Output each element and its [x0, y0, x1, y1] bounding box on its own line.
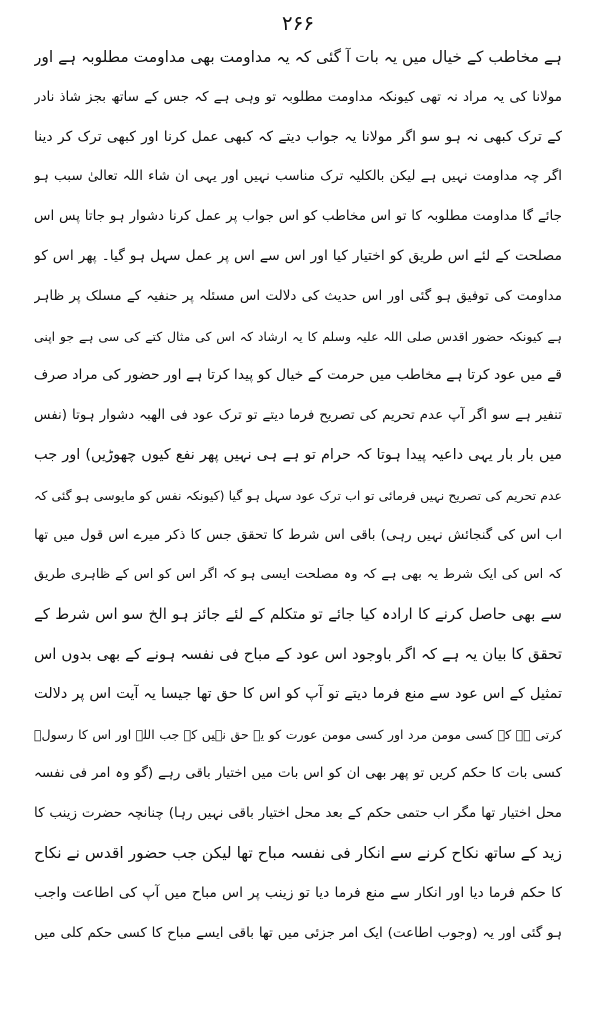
- text-line: تنفیر ہے سو اگر آپ عدم تحریم کی تصریح فرما دیتے تو ترک عود فی الھبہ دشوار ہوتا (نفس: [34, 407, 562, 424]
- text-line: تمثیل کے اس عود سے منع فرما دیتے تو آپ کو اس کا حق تھا جیسا یہ آیت اس پر دلالت: [34, 685, 562, 702]
- body-text: [34, 38, 562, 953]
- text-line: اگر چہ مداومت نہیں ہے لیکن بالکلیہ ترک مناسب نہیں اور یہی ان شاء اللہ تعالیٰ سبب ہو: [34, 168, 562, 185]
- text-line: جائے گا مداومت مطلوبہ کا تو اس مخاطب کو اس جواب پر عمل کرنا دشوار ہو جاتا پس اس: [34, 208, 562, 225]
- text-line: سے بھی حاصل کرنے کا ارادہ کیا جائے تو متکلم کے لئے جائز ہو الخ سو اس شرط کے: [34, 605, 562, 624]
- text-line: قے میں عود کرتا ہے مخاطب میں حرمت کے خیال کو پیدا کرتا ہے اور حضور کی مراد صرف: [34, 367, 562, 384]
- text-line: مصلحت کے لئے اس طریق کو اختیار کیا اور اس سے اس پر عمل سہل ہو گیا۔ پھر اس کو: [34, 247, 562, 264]
- text-line: مداومت کی توفیق ہو گئی اور اس حدیث کی دلالت اس مسئلہ پر حنفیہ کے مسلک پر ظاہر: [34, 287, 562, 304]
- text-line: کے ترک کبھی نہ ہو سو اگر مولانا یہ جواب دیتے کہ کبھی عمل کرنا اور کبھی ترک کر دینا: [34, 128, 562, 145]
- text-line: ہے مخاطب کے خیال میں یہ بات آ گئی کہ یہ مداومت بھی مداومت مطلوبہ ہے اور: [34, 48, 562, 66]
- text-line: کہ اس کی ایک شرط یہ بھی ہے کہ وہ مصلحت ایسی ہو کہ اگر اس کو اس کے ظاہری طریق: [34, 567, 562, 583]
- page-number: ۲۶۶: [281, 11, 315, 35]
- text-line: مولانا کی یہ مراد نہ تھی کیونکہ مداومت مطلوبہ تو وہی ہے کہ جس کے ساتھ بجز شاذ نادر: [34, 88, 562, 105]
- text-line: تحقق کا بیان یہ ہے کہ اگر باوجود اس عود کے مباح فی نفسہ ہونے کے بھی بدوں اس: [34, 644, 562, 663]
- text-line: زید کے ساتھ نکاح کرنے سے انکار فی نفسہ مباح تھا لیکن جب حضور اقدس نے نکاح: [34, 843, 562, 862]
- text-line: محل اختیار تھا مگر اب حتمی حکم کے بعد محل اختیار باقی نہیں رہا) چنانچہ حضرت زینب کا: [34, 805, 562, 822]
- text-line: ہے کیونکہ حضور اقدس صلی اللہ علیہ وسلم کا یہ ارشاد کہ اس کی مثال کتے کی سی ہے جو اپنی: [34, 328, 562, 344]
- text-line: اب اس کی گنجائش نہیں رہی) باقی اس شرط کا تحقق جس کا ذکر میرے اس قول میں تھا: [34, 526, 562, 543]
- text-line: کرتی ہے کہ کسی مومن مرد اور کسی مومن عورت کو یہ حق نہیں کہ جب اللہ اور اس کا رسولؐ: [34, 726, 562, 742]
- text-line: ہو گئی اور یہ (وجوب اطاعت) ایک امر جزئی میں تھا باقی ایسے مباح کا کسی حکم کلی میں: [34, 924, 562, 941]
- text-line: میں بار بار یہی داعیہ پیدا ہوتا کہ حرام تو ہے ہی نہیں پھر نفع کیوں چھوڑیں) اور جب: [34, 446, 562, 463]
- text-line: عدم تحریم کی تصریح نہیں فرمائی تو اب ترک عود سہل ہو گیا (کیونکہ نفس کو مایوسی ہو گئی کہ: [34, 487, 562, 503]
- text-line: کسی بات کا حکم کریں تو پھر بھی ان کو اس بات میں اختیار باقی رہے (گو وہ امر فی نفسہ: [34, 765, 562, 782]
- text-line: کا حکم فرما دیا اور انکار سے منع فرما دیا تو زینب پر اس مباح میں آپ کی اطاعت واجب: [34, 884, 562, 901]
